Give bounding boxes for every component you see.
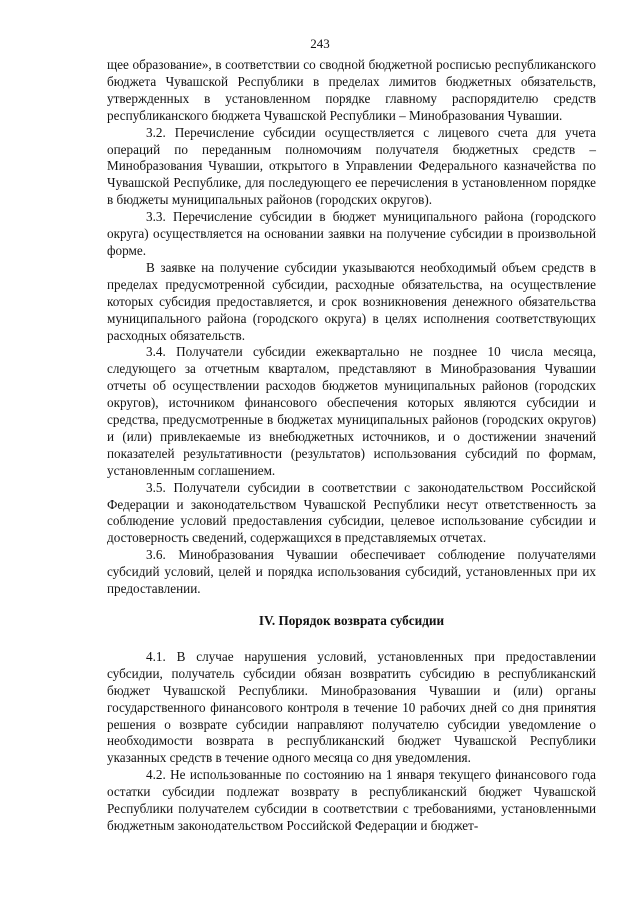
page-number: 243 — [310, 36, 330, 51]
paragraph-3-2: 3.2. Перечисление субсидии осуществляется с лицевого счета для учета операций по переданным полномочиям получателя бюджетных средств – Минобразования Чувашии, открытого в Управлении Федерального казначейства по Чувашской Республике, для последующего ее перечисления в установленном порядке в бюджеты муниципальных районов (городских округов). — [107, 124, 596, 208]
paragraph-3-6: 3.6. Минобразования Чувашии обеспечивает соблюдение получателями субсидий условий, целей и порядка использования субсидий, установленных при их предоставлении. — [107, 547, 596, 597]
paragraph-3-4: 3.4. Получатели субсидии ежеквартально не позднее 10 числа месяца, следующего за отчетным кварталом, представляют в Минобразования Чувашии отчеты об осуществлении расходов бюджетов муниципальных районов (городских округов), источником финансового обеспечения которых являются субсидии и средства, предусмотренные в бюджетах муниципальных районов (городских округов) и (или) привлекаемые из внебюджетных источников, и о достижении значений показателей результативности (результатов) использования субсидий по формам, установленным соглашением. — [107, 344, 596, 478]
paragraph-3-3: 3.3. Перечисление субсидии в бюджет муниципального района (городского округа) осуществляется на основании заявки на получение субсидии в произвольной форме. — [107, 209, 596, 258]
section-heading: IV. Порядок возврата субсидии — [258, 613, 445, 628]
paragraph-4-1: 4.1. В случае нарушения условий, установленных при предоставлении субсидии, получатель субсидии обязан возвратить субсидию в республиканский бюджет Чувашской Республики. Минобразования Чувашии и (или) органы государственного финансового контроля в течение 10 рабочих дней со дня принятия решения о возврате субсидии направляют получателю субсидии уведомление о необходимости возврата в республиканский бюджет Чувашской Республики указанных средств в течение одного месяца со дня уведомления. — [107, 648, 596, 766]
paragraph-3-1-continued: щее образование», в соответствии со сводной бюджетной росписью республиканского бюджета Чувашской Республики в пределах лимитов бюджетных обязательств, утвержденных в установленном порядке главному распорядителю средств республиканского бюджета Чувашской Республики – Минобразования Чувашии. — [107, 57, 596, 123]
paragraph-3-3-application: В заявке на получение субсидии указываются необходимый объем средств в пределах предусмотренной субсидии, расходные обязательства, на осуществление которых субсидия предоставляется, и срок возникновения денежного обязательства муниципального района (городского округа) в целях исполнения соответствующих расходных обязательств. — [107, 259, 596, 343]
paragraph-4-2: 4.2. Не использованные по состоянию на 1 января текущего финансового года остатки субсидии подлежат возврату в республиканский бюджет Чувашской Республики получателем субсидии в соответствии с требованиями, установленными бюджетным законодательством Российской Федерации и бюджет- — [107, 767, 596, 833]
paragraph-3-5: 3.5. Получатели субсидии в соответствии с законодательством Российской Федерации и законодательством Чувашской Республики несут ответственность за соблюдение условий предоставления субсидии, целевое использование субсидии и достоверность сведений, содержащихся в представляемых отчетах. — [107, 479, 596, 546]
document-body — [107, 57, 596, 835]
